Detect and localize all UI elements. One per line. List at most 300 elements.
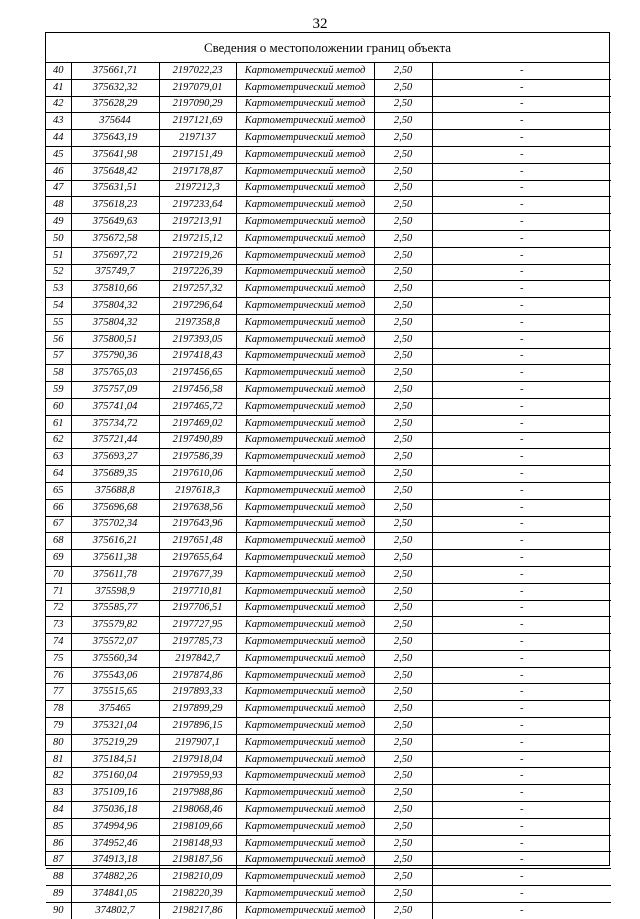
point-number-cell: 50 bbox=[46, 230, 71, 247]
table-row bbox=[46, 466, 611, 483]
y-coordinate-cell: 2197706,51 bbox=[159, 600, 236, 617]
precision-cell: 2,50 bbox=[374, 550, 432, 567]
boundary-table-frame bbox=[45, 32, 610, 916]
table-row bbox=[46, 617, 611, 634]
method-cell: Картометрический метод bbox=[236, 533, 374, 550]
point-number-cell: 88 bbox=[46, 869, 71, 886]
y-coordinate-cell: 2197907,1 bbox=[159, 734, 236, 751]
precision-cell: 2,50 bbox=[374, 130, 432, 147]
description-cell: - bbox=[432, 79, 611, 96]
precision-cell: 2,50 bbox=[374, 432, 432, 449]
description-cell: - bbox=[432, 163, 611, 180]
y-coordinate-cell: 2197358,8 bbox=[159, 314, 236, 331]
description-cell: - bbox=[432, 785, 611, 802]
table-row bbox=[46, 751, 611, 768]
precision-cell: 2,50 bbox=[374, 281, 432, 298]
description-cell: - bbox=[432, 684, 611, 701]
method-cell: Картометрический метод bbox=[236, 163, 374, 180]
x-coordinate-cell: 375515,65 bbox=[71, 684, 159, 701]
precision-cell: 2,50 bbox=[374, 113, 432, 130]
description-cell: - bbox=[432, 818, 611, 835]
description-cell: - bbox=[432, 197, 611, 214]
x-coordinate-cell: 375219,29 bbox=[71, 734, 159, 751]
point-number-cell: 42 bbox=[46, 96, 71, 113]
y-coordinate-cell: 2197618,3 bbox=[159, 482, 236, 499]
precision-cell: 2,50 bbox=[374, 869, 432, 886]
point-number-cell: 69 bbox=[46, 550, 71, 567]
description-cell: - bbox=[432, 298, 611, 315]
x-coordinate-cell: 375810,66 bbox=[71, 281, 159, 298]
description-cell: - bbox=[432, 180, 611, 197]
point-number-cell: 54 bbox=[46, 298, 71, 315]
method-cell: Картометрический метод bbox=[236, 264, 374, 281]
point-number-cell: 51 bbox=[46, 247, 71, 264]
table-row bbox=[46, 449, 611, 466]
method-cell: Картометрический метод bbox=[236, 785, 374, 802]
x-coordinate-cell: 375757,09 bbox=[71, 382, 159, 399]
table-row bbox=[46, 382, 611, 399]
table-row bbox=[46, 264, 611, 281]
description-cell: - bbox=[432, 617, 611, 634]
point-number-cell: 81 bbox=[46, 751, 71, 768]
precision-cell: 2,50 bbox=[374, 163, 432, 180]
method-cell: Картометрический метод bbox=[236, 146, 374, 163]
table-row bbox=[46, 180, 611, 197]
y-coordinate-cell: 2197456,65 bbox=[159, 365, 236, 382]
method-cell: Картометрический метод bbox=[236, 634, 374, 651]
method-cell: Картометрический метод bbox=[236, 398, 374, 415]
method-cell: Картометрический метод bbox=[236, 818, 374, 835]
y-coordinate-cell: 2197842,7 bbox=[159, 650, 236, 667]
precision-cell: 2,50 bbox=[374, 718, 432, 735]
method-cell: Картометрический метод bbox=[236, 466, 374, 483]
table-title: Сведения о местоположении границ объекта bbox=[46, 33, 609, 63]
table-row bbox=[46, 247, 611, 264]
table-row bbox=[46, 818, 611, 835]
x-coordinate-cell: 375688,8 bbox=[71, 482, 159, 499]
x-coordinate-cell: 375804,32 bbox=[71, 314, 159, 331]
table-row bbox=[46, 432, 611, 449]
precision-cell: 2,50 bbox=[374, 650, 432, 667]
y-coordinate-cell: 2197655,64 bbox=[159, 550, 236, 567]
y-coordinate-cell: 2197465,72 bbox=[159, 398, 236, 415]
table-row bbox=[46, 230, 611, 247]
precision-cell: 2,50 bbox=[374, 146, 432, 163]
method-cell: Картометрический метод bbox=[236, 314, 374, 331]
y-coordinate-cell: 2198187,56 bbox=[159, 852, 236, 869]
method-cell: Картометрический метод bbox=[236, 768, 374, 785]
x-coordinate-cell: 375632,32 bbox=[71, 79, 159, 96]
precision-cell: 2,50 bbox=[374, 499, 432, 516]
x-coordinate-cell: 374882,26 bbox=[71, 869, 159, 886]
method-cell: Картометрический метод bbox=[236, 718, 374, 735]
point-number-cell: 87 bbox=[46, 852, 71, 869]
x-coordinate-cell: 375585,77 bbox=[71, 600, 159, 617]
point-number-cell: 60 bbox=[46, 398, 71, 415]
point-number-cell: 53 bbox=[46, 281, 71, 298]
precision-cell: 2,50 bbox=[374, 247, 432, 264]
method-cell: Картометрический метод bbox=[236, 79, 374, 96]
x-coordinate-cell: 375160,04 bbox=[71, 768, 159, 785]
table-row bbox=[46, 886, 611, 903]
description-cell: - bbox=[432, 802, 611, 819]
description-cell: - bbox=[432, 415, 611, 432]
y-coordinate-cell: 2198210,09 bbox=[159, 869, 236, 886]
precision-cell: 2,50 bbox=[374, 886, 432, 903]
y-coordinate-cell: 2197643,96 bbox=[159, 516, 236, 533]
description-cell: - bbox=[432, 869, 611, 886]
table-row bbox=[46, 499, 611, 516]
point-number-cell: 48 bbox=[46, 197, 71, 214]
method-cell: Картометрический метод bbox=[236, 365, 374, 382]
table-row bbox=[46, 600, 611, 617]
table-row bbox=[46, 869, 611, 886]
y-coordinate-cell: 2197586,39 bbox=[159, 449, 236, 466]
point-number-cell: 56 bbox=[46, 331, 71, 348]
precision-cell: 2,50 bbox=[374, 365, 432, 382]
table-row bbox=[46, 314, 611, 331]
point-number-cell: 63 bbox=[46, 449, 71, 466]
x-coordinate-cell: 375696,68 bbox=[71, 499, 159, 516]
point-number-cell: 74 bbox=[46, 634, 71, 651]
x-coordinate-cell: 375672,58 bbox=[71, 230, 159, 247]
table-row bbox=[46, 667, 611, 684]
description-cell: - bbox=[432, 701, 611, 718]
x-coordinate-cell: 375702,34 bbox=[71, 516, 159, 533]
method-cell: Картометрический метод bbox=[236, 751, 374, 768]
description-cell: - bbox=[432, 852, 611, 869]
method-cell: Картометрический метод bbox=[236, 348, 374, 365]
point-number-cell: 73 bbox=[46, 617, 71, 634]
y-coordinate-cell: 2197710,81 bbox=[159, 583, 236, 600]
y-coordinate-cell: 2198109,66 bbox=[159, 818, 236, 835]
method-cell: Картометрический метод bbox=[236, 701, 374, 718]
precision-cell: 2,50 bbox=[374, 802, 432, 819]
y-coordinate-cell: 2197212,3 bbox=[159, 180, 236, 197]
precision-cell: 2,50 bbox=[374, 533, 432, 550]
y-coordinate-cell: 2197469,02 bbox=[159, 415, 236, 432]
point-number-cell: 76 bbox=[46, 667, 71, 684]
x-coordinate-cell: 375611,78 bbox=[71, 566, 159, 583]
point-number-cell: 44 bbox=[46, 130, 71, 147]
x-coordinate-cell: 375618,23 bbox=[71, 197, 159, 214]
y-coordinate-cell: 2197151,49 bbox=[159, 146, 236, 163]
precision-cell: 2,50 bbox=[374, 516, 432, 533]
y-coordinate-cell: 2198217,86 bbox=[159, 902, 236, 918]
precision-cell: 2,50 bbox=[374, 230, 432, 247]
precision-cell: 2,50 bbox=[374, 482, 432, 499]
method-cell: Картометрический метод bbox=[236, 650, 374, 667]
table-row bbox=[46, 298, 611, 315]
description-cell: - bbox=[432, 886, 611, 903]
table-body bbox=[46, 63, 611, 919]
point-number-cell: 49 bbox=[46, 214, 71, 231]
method-cell: Картометрический метод bbox=[236, 550, 374, 567]
method-cell: Картометрический метод bbox=[236, 482, 374, 499]
description-cell: - bbox=[432, 365, 611, 382]
table-row bbox=[46, 718, 611, 735]
description-cell: - bbox=[432, 516, 611, 533]
table-row bbox=[46, 533, 611, 550]
precision-cell: 2,50 bbox=[374, 348, 432, 365]
precision-cell: 2,50 bbox=[374, 852, 432, 869]
point-number-cell: 64 bbox=[46, 466, 71, 483]
x-coordinate-cell: 375734,72 bbox=[71, 415, 159, 432]
x-coordinate-cell: 375641,98 bbox=[71, 146, 159, 163]
description-cell: - bbox=[432, 146, 611, 163]
x-coordinate-cell: 375643,19 bbox=[71, 130, 159, 147]
method-cell: Картометрический метод bbox=[236, 869, 374, 886]
method-cell: Картометрический метод bbox=[236, 617, 374, 634]
x-coordinate-cell: 375616,21 bbox=[71, 533, 159, 550]
y-coordinate-cell: 2197137 bbox=[159, 130, 236, 147]
x-coordinate-cell: 375611,38 bbox=[71, 550, 159, 567]
y-coordinate-cell: 2197651,48 bbox=[159, 533, 236, 550]
y-coordinate-cell: 2197090,29 bbox=[159, 96, 236, 113]
x-coordinate-cell: 374802,7 bbox=[71, 902, 159, 918]
precision-cell: 2,50 bbox=[374, 818, 432, 835]
precision-cell: 2,50 bbox=[374, 701, 432, 718]
method-cell: Картометрический метод bbox=[236, 96, 374, 113]
table-row bbox=[46, 835, 611, 852]
point-number-cell: 45 bbox=[46, 146, 71, 163]
x-coordinate-cell: 375765,03 bbox=[71, 365, 159, 382]
precision-cell: 2,50 bbox=[374, 449, 432, 466]
point-number-cell: 82 bbox=[46, 768, 71, 785]
precision-cell: 2,50 bbox=[374, 180, 432, 197]
x-coordinate-cell: 375649,63 bbox=[71, 214, 159, 231]
precision-cell: 2,50 bbox=[374, 214, 432, 231]
y-coordinate-cell: 2197893,33 bbox=[159, 684, 236, 701]
table-row bbox=[46, 331, 611, 348]
table-row bbox=[46, 550, 611, 567]
x-coordinate-cell: 375689,35 bbox=[71, 466, 159, 483]
description-cell: - bbox=[432, 667, 611, 684]
x-coordinate-cell: 375465 bbox=[71, 701, 159, 718]
method-cell: Картометрический метод bbox=[236, 197, 374, 214]
method-cell: Картометрический метод bbox=[236, 802, 374, 819]
point-number-cell: 90 bbox=[46, 902, 71, 918]
description-cell: - bbox=[432, 214, 611, 231]
y-coordinate-cell: 2197393,05 bbox=[159, 331, 236, 348]
point-number-cell: 77 bbox=[46, 684, 71, 701]
precision-cell: 2,50 bbox=[374, 734, 432, 751]
y-coordinate-cell: 2198068,46 bbox=[159, 802, 236, 819]
table-row bbox=[46, 113, 611, 130]
precision-cell: 2,50 bbox=[374, 902, 432, 918]
table-row bbox=[46, 96, 611, 113]
method-cell: Картометрический метод bbox=[236, 449, 374, 466]
description-cell: - bbox=[432, 96, 611, 113]
table-row bbox=[46, 785, 611, 802]
y-coordinate-cell: 2197226,39 bbox=[159, 264, 236, 281]
point-number-cell: 43 bbox=[46, 113, 71, 130]
y-coordinate-cell: 2197988,86 bbox=[159, 785, 236, 802]
point-number-cell: 85 bbox=[46, 818, 71, 835]
precision-cell: 2,50 bbox=[374, 617, 432, 634]
method-cell: Картометрический метод bbox=[236, 331, 374, 348]
table-row bbox=[46, 146, 611, 163]
point-number-cell: 57 bbox=[46, 348, 71, 365]
description-cell: - bbox=[432, 398, 611, 415]
table-row bbox=[46, 634, 611, 651]
x-coordinate-cell: 375800,51 bbox=[71, 331, 159, 348]
precision-cell: 2,50 bbox=[374, 466, 432, 483]
precision-cell: 2,50 bbox=[374, 63, 432, 79]
x-coordinate-cell: 375697,72 bbox=[71, 247, 159, 264]
y-coordinate-cell: 2197213,91 bbox=[159, 214, 236, 231]
method-cell: Картометрический метод bbox=[236, 298, 374, 315]
y-coordinate-cell: 2197296,64 bbox=[159, 298, 236, 315]
description-cell: - bbox=[432, 264, 611, 281]
description-cell: - bbox=[432, 449, 611, 466]
y-coordinate-cell: 2198220,39 bbox=[159, 886, 236, 903]
method-cell: Картометрический метод bbox=[236, 130, 374, 147]
point-number-cell: 75 bbox=[46, 650, 71, 667]
table-row bbox=[46, 365, 611, 382]
y-coordinate-cell: 2197022,23 bbox=[159, 63, 236, 79]
x-coordinate-cell: 375579,82 bbox=[71, 617, 159, 634]
description-cell: - bbox=[432, 314, 611, 331]
y-coordinate-cell: 2197785,73 bbox=[159, 634, 236, 651]
x-coordinate-cell: 375644 bbox=[71, 113, 159, 130]
description-cell: - bbox=[432, 533, 611, 550]
point-number-cell: 78 bbox=[46, 701, 71, 718]
point-number-cell: 80 bbox=[46, 734, 71, 751]
table-row bbox=[46, 163, 611, 180]
table-row bbox=[46, 583, 611, 600]
y-coordinate-cell: 2197677,39 bbox=[159, 566, 236, 583]
y-coordinate-cell: 2197257,32 bbox=[159, 281, 236, 298]
precision-cell: 2,50 bbox=[374, 197, 432, 214]
x-coordinate-cell: 375741,04 bbox=[71, 398, 159, 415]
method-cell: Картометрический метод bbox=[236, 734, 374, 751]
boundary-points-table bbox=[46, 63, 611, 919]
x-coordinate-cell: 375749,7 bbox=[71, 264, 159, 281]
point-number-cell: 72 bbox=[46, 600, 71, 617]
table-row bbox=[46, 482, 611, 499]
x-coordinate-cell: 375109,16 bbox=[71, 785, 159, 802]
x-coordinate-cell: 375648,42 bbox=[71, 163, 159, 180]
method-cell: Картометрический метод bbox=[236, 113, 374, 130]
precision-cell: 2,50 bbox=[374, 667, 432, 684]
y-coordinate-cell: 2197896,15 bbox=[159, 718, 236, 735]
description-cell: - bbox=[432, 130, 611, 147]
x-coordinate-cell: 375321,04 bbox=[71, 718, 159, 735]
description-cell: - bbox=[432, 499, 611, 516]
y-coordinate-cell: 2197727,95 bbox=[159, 617, 236, 634]
method-cell: Картометрический метод bbox=[236, 667, 374, 684]
description-cell: - bbox=[432, 835, 611, 852]
description-cell: - bbox=[432, 348, 611, 365]
point-number-cell: 67 bbox=[46, 516, 71, 533]
y-coordinate-cell: 2197121,69 bbox=[159, 113, 236, 130]
description-cell: - bbox=[432, 902, 611, 918]
point-number-cell: 86 bbox=[46, 835, 71, 852]
description-cell: - bbox=[432, 247, 611, 264]
table-row bbox=[46, 130, 611, 147]
method-cell: Картометрический метод bbox=[236, 432, 374, 449]
y-coordinate-cell: 2197233,64 bbox=[159, 197, 236, 214]
page-number: 32 bbox=[312, 16, 328, 32]
x-coordinate-cell: 375628,29 bbox=[71, 96, 159, 113]
table-row bbox=[46, 566, 611, 583]
y-coordinate-cell: 2197219,26 bbox=[159, 247, 236, 264]
point-number-cell: 52 bbox=[46, 264, 71, 281]
method-cell: Картометрический метод bbox=[236, 230, 374, 247]
point-number-cell: 46 bbox=[46, 163, 71, 180]
x-coordinate-cell: 375036,18 bbox=[71, 802, 159, 819]
table-row bbox=[46, 684, 611, 701]
description-cell: - bbox=[432, 650, 611, 667]
x-coordinate-cell: 375661,71 bbox=[71, 63, 159, 79]
point-number-cell: 68 bbox=[46, 533, 71, 550]
precision-cell: 2,50 bbox=[374, 684, 432, 701]
precision-cell: 2,50 bbox=[374, 634, 432, 651]
description-cell: - bbox=[432, 432, 611, 449]
x-coordinate-cell: 375598,9 bbox=[71, 583, 159, 600]
table-row bbox=[46, 63, 611, 79]
method-cell: Картометрический метод bbox=[236, 566, 374, 583]
method-cell: Картометрический метод bbox=[236, 281, 374, 298]
precision-cell: 2,50 bbox=[374, 583, 432, 600]
method-cell: Картометрический метод bbox=[236, 852, 374, 869]
table-row bbox=[46, 734, 611, 751]
description-cell: - bbox=[432, 550, 611, 567]
point-number-cell: 62 bbox=[46, 432, 71, 449]
description-cell: - bbox=[432, 634, 611, 651]
table-row bbox=[46, 79, 611, 96]
description-cell: - bbox=[432, 768, 611, 785]
description-cell: - bbox=[432, 382, 611, 399]
description-cell: - bbox=[432, 734, 611, 751]
point-number-cell: 84 bbox=[46, 802, 71, 819]
point-number-cell: 65 bbox=[46, 482, 71, 499]
precision-cell: 2,50 bbox=[374, 382, 432, 399]
x-coordinate-cell: 374952,46 bbox=[71, 835, 159, 852]
x-coordinate-cell: 374913,18 bbox=[71, 852, 159, 869]
description-cell: - bbox=[432, 600, 611, 617]
precision-cell: 2,50 bbox=[374, 398, 432, 415]
method-cell: Картометрический метод bbox=[236, 415, 374, 432]
y-coordinate-cell: 2197610,06 bbox=[159, 466, 236, 483]
method-cell: Картометрический метод bbox=[236, 382, 374, 399]
precision-cell: 2,50 bbox=[374, 264, 432, 281]
y-coordinate-cell: 2197918,04 bbox=[159, 751, 236, 768]
table-row bbox=[46, 650, 611, 667]
x-coordinate-cell: 375804,32 bbox=[71, 298, 159, 315]
point-number-cell: 66 bbox=[46, 499, 71, 516]
y-coordinate-cell: 2197215,12 bbox=[159, 230, 236, 247]
method-cell: Картометрический метод bbox=[236, 684, 374, 701]
point-number-cell: 47 bbox=[46, 180, 71, 197]
table-row bbox=[46, 398, 611, 415]
point-number-cell: 83 bbox=[46, 785, 71, 802]
method-cell: Картометрический метод bbox=[236, 499, 374, 516]
method-cell: Картометрический метод bbox=[236, 180, 374, 197]
precision-cell: 2,50 bbox=[374, 298, 432, 315]
table-row bbox=[46, 802, 611, 819]
precision-cell: 2,50 bbox=[374, 331, 432, 348]
point-number-cell: 61 bbox=[46, 415, 71, 432]
x-coordinate-cell: 375721,44 bbox=[71, 432, 159, 449]
precision-cell: 2,50 bbox=[374, 566, 432, 583]
precision-cell: 2,50 bbox=[374, 96, 432, 113]
method-cell: Картометрический метод bbox=[236, 247, 374, 264]
point-number-cell: 55 bbox=[46, 314, 71, 331]
y-coordinate-cell: 2197079,01 bbox=[159, 79, 236, 96]
description-cell: - bbox=[432, 751, 611, 768]
